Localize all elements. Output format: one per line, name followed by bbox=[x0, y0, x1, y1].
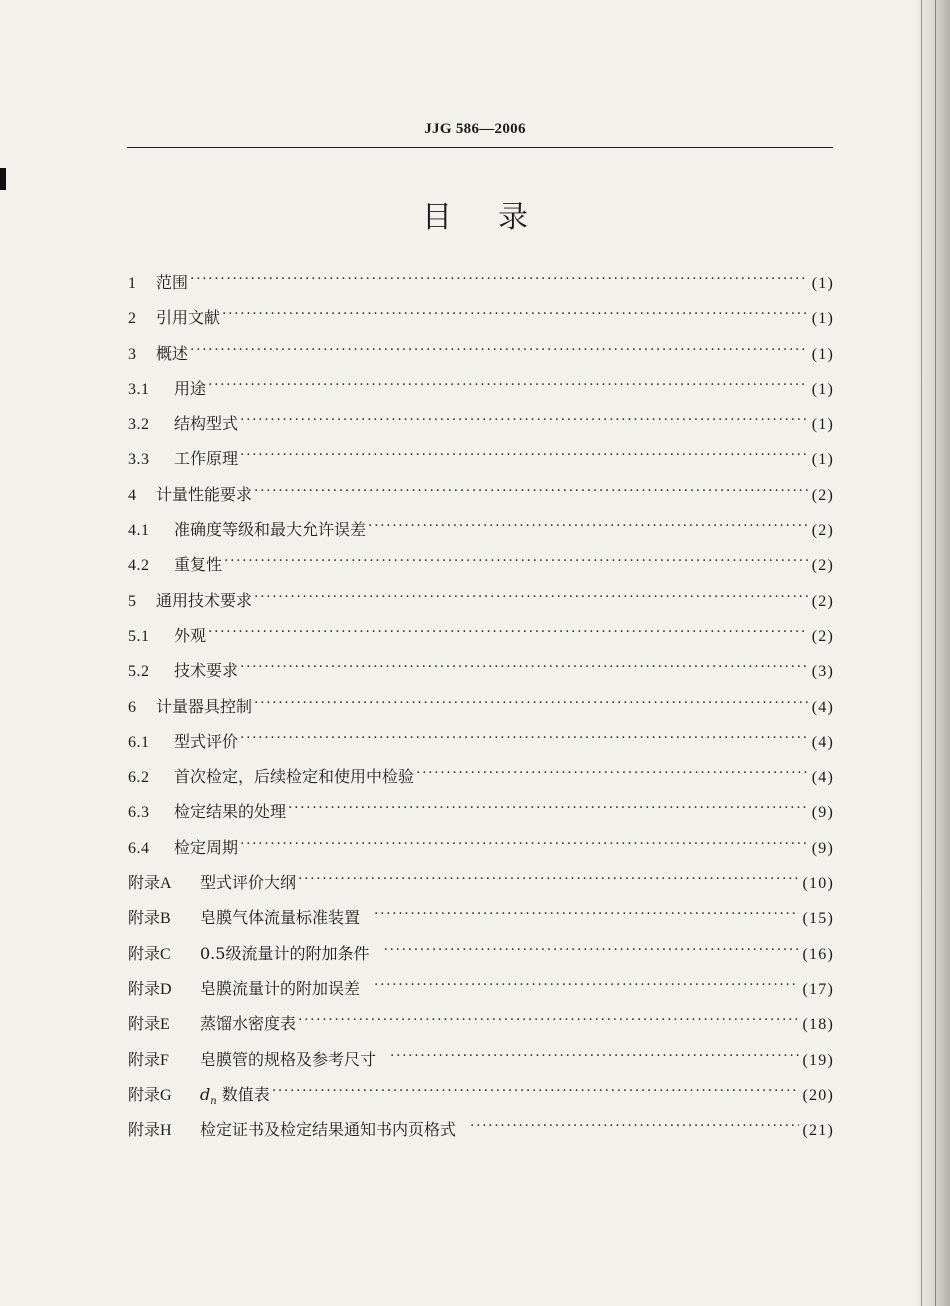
header-rule bbox=[127, 147, 833, 148]
toc-entry[interactable] bbox=[128, 974, 834, 1009]
toc-entry-title: 检定周期 bbox=[174, 837, 239, 857]
toc-entry-number: 附录H bbox=[128, 1122, 172, 1140]
leader-dots bbox=[383, 939, 798, 959]
toc-entry-title: 蒸馏水密度表 bbox=[200, 1014, 297, 1034]
leader-dots bbox=[254, 692, 808, 712]
toc-entry[interactable] bbox=[128, 656, 834, 691]
toc-entry-page: (1) bbox=[811, 310, 834, 328]
toc-entry-number: 6 bbox=[128, 698, 136, 716]
toc-entry[interactable] bbox=[128, 409, 834, 444]
toc-entry-title: 皂膜流量计的附加误差 bbox=[200, 978, 361, 998]
toc-entry-number: 附录A bbox=[128, 875, 172, 893]
toc-entry[interactable] bbox=[128, 939, 834, 974]
toc-entry-title-text: 数值表 bbox=[221, 1084, 270, 1104]
leader-dots bbox=[390, 1045, 799, 1065]
toc-entry-number: 6.1 bbox=[128, 733, 150, 751]
toc-entry[interactable] bbox=[128, 586, 834, 621]
toc-entry-page: (1) bbox=[811, 275, 834, 292]
leader-dots bbox=[190, 339, 808, 359]
toc-entry-page: (21) bbox=[802, 1122, 834, 1140]
toc-entry-page: (4) bbox=[811, 769, 834, 787]
document-code: JJG 586—2006 bbox=[424, 121, 526, 137]
leader-dots bbox=[240, 656, 808, 676]
toc-entry[interactable] bbox=[128, 797, 834, 832]
toc-entry-number: 3.3 bbox=[128, 451, 150, 469]
toc-entry-page: (1) bbox=[811, 451, 834, 469]
toc-entry-number: 附录G bbox=[128, 1086, 172, 1104]
toc-entry[interactable] bbox=[128, 1009, 834, 1044]
toc-entry-title: 计量性能要求 bbox=[156, 484, 253, 504]
toc-entry-title: 技术要求 bbox=[174, 661, 239, 681]
toc-entry-title: 检定证书及检定结果通知书内页格式 bbox=[200, 1120, 457, 1140]
toc-entry-title: 外观 bbox=[174, 625, 207, 645]
toc-entry-page: (20) bbox=[802, 1086, 834, 1104]
toc-entry-title: 结构型式 bbox=[174, 414, 239, 434]
toc-entry-number: 6.2 bbox=[128, 769, 150, 787]
toc-entry-number: 4.1 bbox=[128, 522, 150, 540]
table-of-contents bbox=[128, 268, 834, 1150]
toc-entry-title: 工作原理 bbox=[174, 449, 239, 469]
toc-entry-number: 6.4 bbox=[128, 839, 150, 857]
leader-dots bbox=[208, 374, 808, 394]
toc-entry-number: 附录D bbox=[128, 980, 172, 998]
toc-entry-title: 引用文献 bbox=[156, 308, 221, 328]
toc-entry-number: 附录E bbox=[128, 1016, 170, 1034]
toc-entry-number: 5 bbox=[128, 592, 136, 610]
toc-entry[interactable] bbox=[128, 1045, 834, 1080]
leader-dots bbox=[298, 868, 799, 888]
toc-entry-page: (18) bbox=[802, 1016, 834, 1034]
toc-entry-title: 概述 bbox=[156, 343, 189, 363]
leader-dots bbox=[254, 586, 808, 606]
toc-entry[interactable] bbox=[128, 1080, 834, 1115]
toc-entry[interactable] bbox=[128, 833, 834, 868]
toc-entry-title: 范围 bbox=[156, 273, 189, 292]
leader-dots bbox=[416, 762, 808, 782]
toc-entry-number: 4 bbox=[128, 486, 136, 504]
toc-entry-page: (2) bbox=[811, 486, 834, 504]
toc-title: 目录 bbox=[422, 200, 574, 235]
toc-entry[interactable] bbox=[128, 621, 834, 656]
toc-entry-page: (4) bbox=[811, 698, 834, 716]
leader-dots bbox=[254, 480, 808, 500]
toc-entry-page: (4) bbox=[811, 733, 834, 751]
toc-entry-title: 重复性 bbox=[174, 555, 223, 575]
toc-entry-title: 首次检定，后续检定和使用中检验 bbox=[174, 767, 415, 787]
leader-dots bbox=[374, 974, 799, 994]
toc-entry-page: (2) bbox=[811, 522, 834, 540]
toc-entry-page: (19) bbox=[802, 1051, 834, 1069]
toc-entry-page: (2) bbox=[811, 627, 834, 645]
leader-dots bbox=[374, 903, 799, 923]
toc-entry-page: (2) bbox=[811, 592, 834, 610]
toc-entry-number: 附录B bbox=[128, 910, 171, 928]
leader-dots bbox=[190, 268, 808, 288]
leader-dots bbox=[208, 621, 808, 641]
toc-entry-number: 5.1 bbox=[128, 627, 150, 645]
toc-entry-title bbox=[200, 1080, 270, 1117]
toc-entry-page: (1) bbox=[811, 345, 834, 363]
toc-entry-page: (15) bbox=[802, 910, 834, 928]
toc-entry[interactable] bbox=[128, 903, 834, 938]
leader-dots bbox=[240, 833, 808, 853]
leader-dots bbox=[222, 303, 808, 323]
toc-entry-page: (9) bbox=[811, 839, 834, 857]
toc-entry-title: 检定结果的处理 bbox=[174, 802, 287, 822]
toc-entry-title: 通用技术要求 bbox=[156, 590, 253, 610]
toc-entry[interactable] bbox=[128, 868, 834, 903]
leader-dots bbox=[368, 515, 808, 535]
toc-entry[interactable] bbox=[128, 727, 834, 762]
toc-entry-title: 0.5级流量计的附加条件 bbox=[200, 943, 370, 963]
toc-entry-page: (17) bbox=[802, 980, 834, 998]
toc-entry-title: 皂膜管的规格及参考尺寸 bbox=[200, 1049, 377, 1069]
toc-entry-title: 计量器具控制 bbox=[156, 696, 253, 716]
toc-entry[interactable] bbox=[128, 268, 834, 303]
toc-entry[interactable] bbox=[128, 515, 834, 550]
toc-entry[interactable] bbox=[128, 480, 834, 515]
toc-entry-number: 附录F bbox=[128, 1051, 169, 1069]
toc-entry[interactable] bbox=[128, 303, 834, 338]
binding-mark bbox=[0, 168, 6, 190]
toc-entry-number: 3.2 bbox=[128, 416, 150, 434]
leader-dots bbox=[288, 797, 808, 817]
toc-entry-number: 附录C bbox=[128, 945, 171, 963]
leader-dots bbox=[240, 727, 808, 747]
leader-dots bbox=[224, 550, 808, 570]
toc-entry-page: (16) bbox=[802, 945, 834, 963]
toc-entry-page: (1) bbox=[811, 380, 834, 398]
toc-entry-page: (3) bbox=[811, 663, 834, 681]
toc-entry-title: 型式评价 bbox=[174, 731, 239, 751]
toc-entry[interactable] bbox=[128, 339, 834, 374]
toc-entry[interactable] bbox=[128, 692, 834, 727]
toc-entry-title: 皂膜气体流量标准装置 bbox=[200, 908, 361, 928]
toc-entry-number: 3 bbox=[128, 345, 136, 363]
dn-subscript: n bbox=[210, 1096, 217, 1108]
toc-entry-number: 3.1 bbox=[128, 380, 150, 398]
leader-dots bbox=[240, 444, 808, 464]
toc-entry[interactable] bbox=[128, 1115, 834, 1150]
toc-entry-title: 型式评价大纲 bbox=[200, 873, 297, 893]
dn-symbol: d bbox=[200, 1084, 211, 1104]
toc-entry-page: (9) bbox=[811, 804, 834, 822]
toc-entry[interactable] bbox=[128, 444, 834, 479]
leader-dots bbox=[272, 1080, 799, 1100]
toc-entry-page: (1) bbox=[811, 416, 834, 434]
toc-entry-number: 4.2 bbox=[128, 557, 150, 575]
toc-entry-page: (2) bbox=[811, 557, 834, 575]
leader-dots bbox=[470, 1115, 799, 1135]
toc-entry[interactable] bbox=[128, 550, 834, 585]
toc-entry[interactable] bbox=[128, 374, 834, 409]
toc-entry-page: (10) bbox=[802, 875, 834, 893]
toc-entry-title: 准确度等级和最大允许误差 bbox=[174, 520, 367, 540]
toc-entry-number: 1 bbox=[128, 275, 136, 292]
toc-entry-number: 6.3 bbox=[128, 804, 150, 822]
toc-entry[interactable] bbox=[128, 762, 834, 797]
toc-entry-number: 5.2 bbox=[128, 663, 150, 681]
toc-entry-title: 用途 bbox=[174, 378, 207, 398]
toc-entry-number: 2 bbox=[128, 310, 136, 328]
leader-dots bbox=[240, 409, 808, 429]
leader-dots bbox=[298, 1009, 799, 1029]
